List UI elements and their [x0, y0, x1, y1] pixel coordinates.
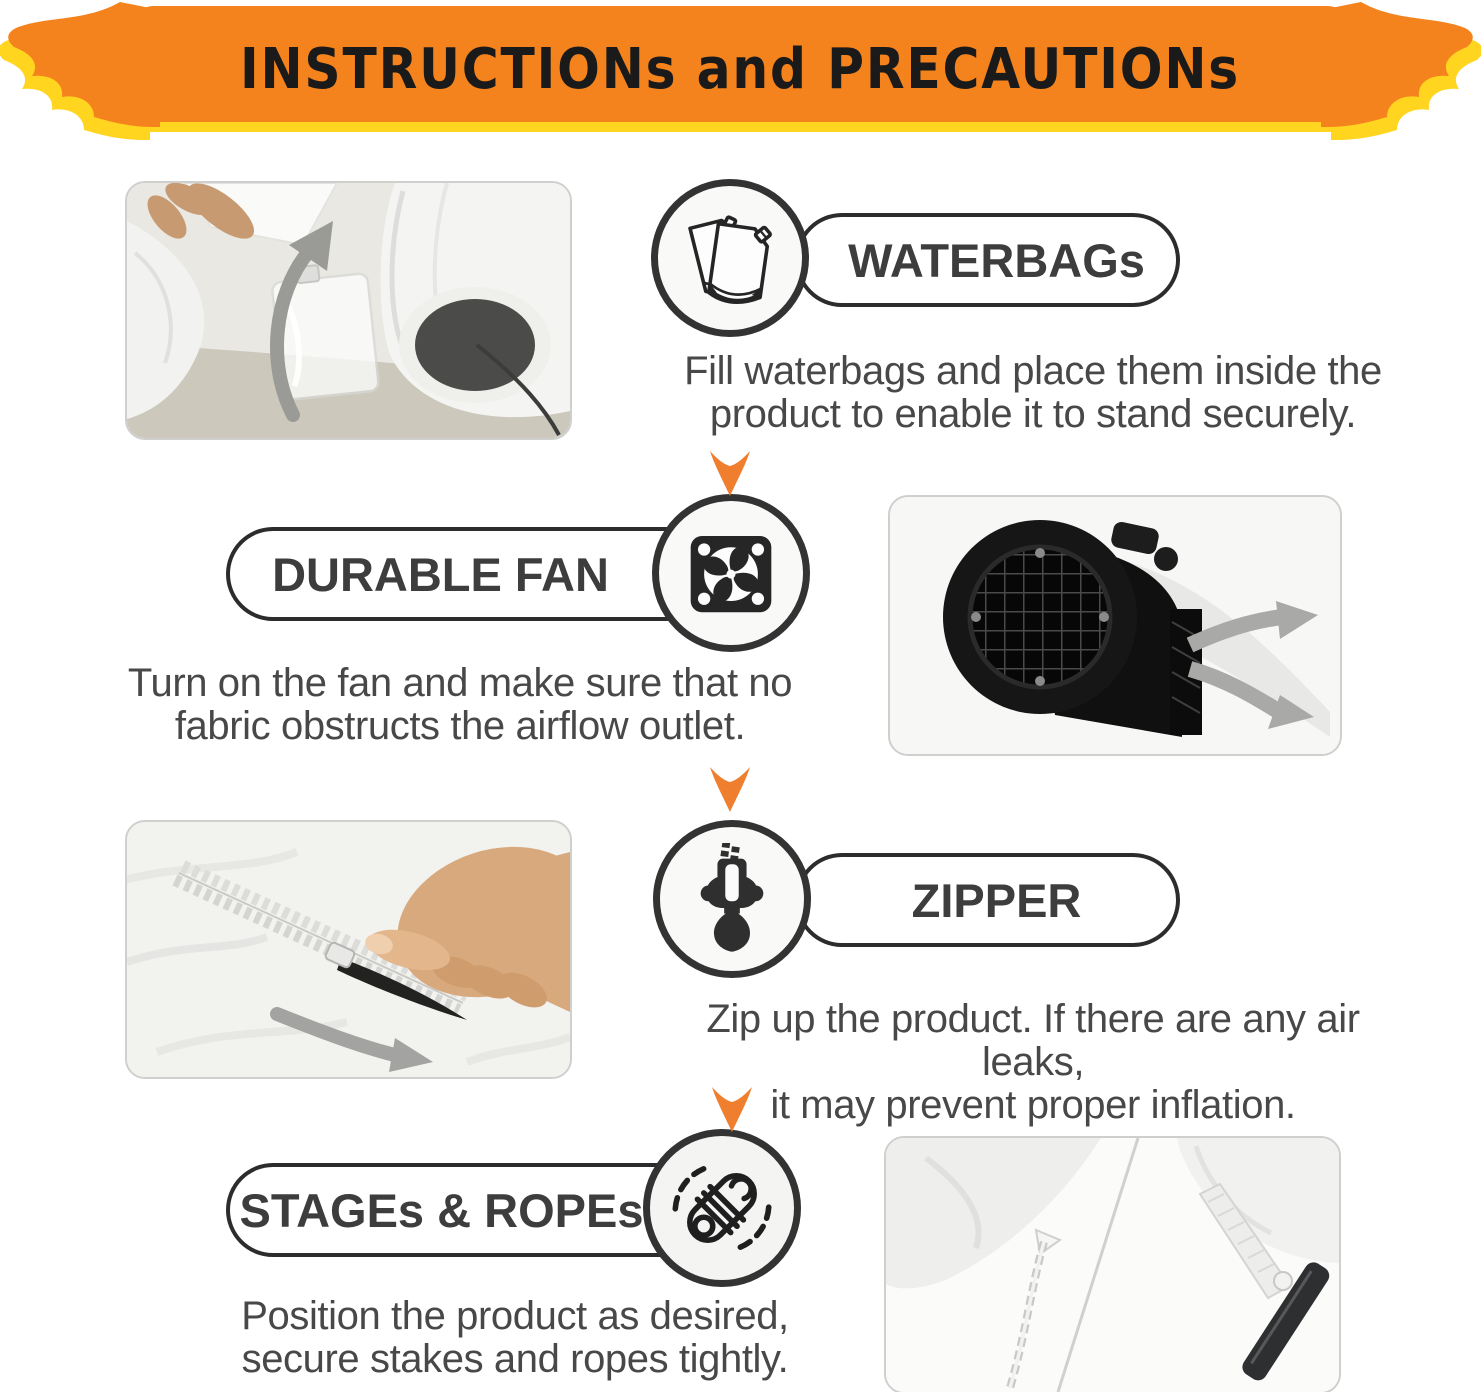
- pill-label-waterbags: WATERBAGs: [848, 233, 1145, 287]
- photo-zipper: [125, 820, 572, 1079]
- caption-line: product to enable it to stand securely.: [709, 392, 1357, 436]
- pill-waterbags: [795, 213, 1180, 307]
- caption-line: secure stakes and ropes tightly.: [241, 1337, 789, 1381]
- caption-line: it may prevent proper inflation.: [770, 1083, 1296, 1127]
- icon-circle-durable-fan: [652, 494, 810, 652]
- header-banner: [0, 0, 1481, 152]
- caption-waterbags: [658, 350, 1408, 436]
- caption-stages-ropes: [165, 1295, 865, 1381]
- caption-durable-fan: [110, 662, 810, 748]
- icon-circle-zipper: [653, 820, 811, 978]
- rope-icon: [666, 1152, 778, 1264]
- pill-label-zipper: ZIPPER: [911, 873, 1082, 927]
- header-title: INSTRUCTIONs and PRECAUTIONs: [240, 37, 1240, 102]
- flow-arrow-2: [708, 766, 752, 814]
- icon-circle-stages-ropes: [643, 1129, 801, 1287]
- flow-arrow-3: [710, 1086, 754, 1134]
- pill-label-stages-ropes: STAGEs & ROPEs: [239, 1183, 644, 1237]
- photo-durable-fan: [888, 495, 1342, 756]
- caption-line: Fill waterbags and place them inside the: [684, 349, 1382, 393]
- flow-arrow-1: [708, 450, 752, 498]
- caption-line: Position the product as desired,: [241, 1294, 789, 1338]
- caption-line: Turn on the fan and make sure that no: [127, 661, 793, 705]
- pill-stages-ropes: [226, 1163, 712, 1257]
- caption-zipper: [658, 998, 1408, 1127]
- waterbag-icon: [674, 202, 786, 314]
- caption-line: Zip up the product. If there are any air leaks,: [706, 997, 1360, 1084]
- icon-circle-waterbags: [651, 179, 809, 337]
- caption-line: fabric obstructs the airflow outlet.: [174, 704, 746, 748]
- fan-icon: [675, 517, 787, 629]
- pill-label-durable-fan: DURABLE FAN: [272, 547, 609, 601]
- zipper-icon: [676, 843, 788, 955]
- photo-waterbags: [125, 181, 572, 440]
- pill-zipper: [795, 853, 1180, 947]
- photo-stages-ropes: [884, 1136, 1341, 1392]
